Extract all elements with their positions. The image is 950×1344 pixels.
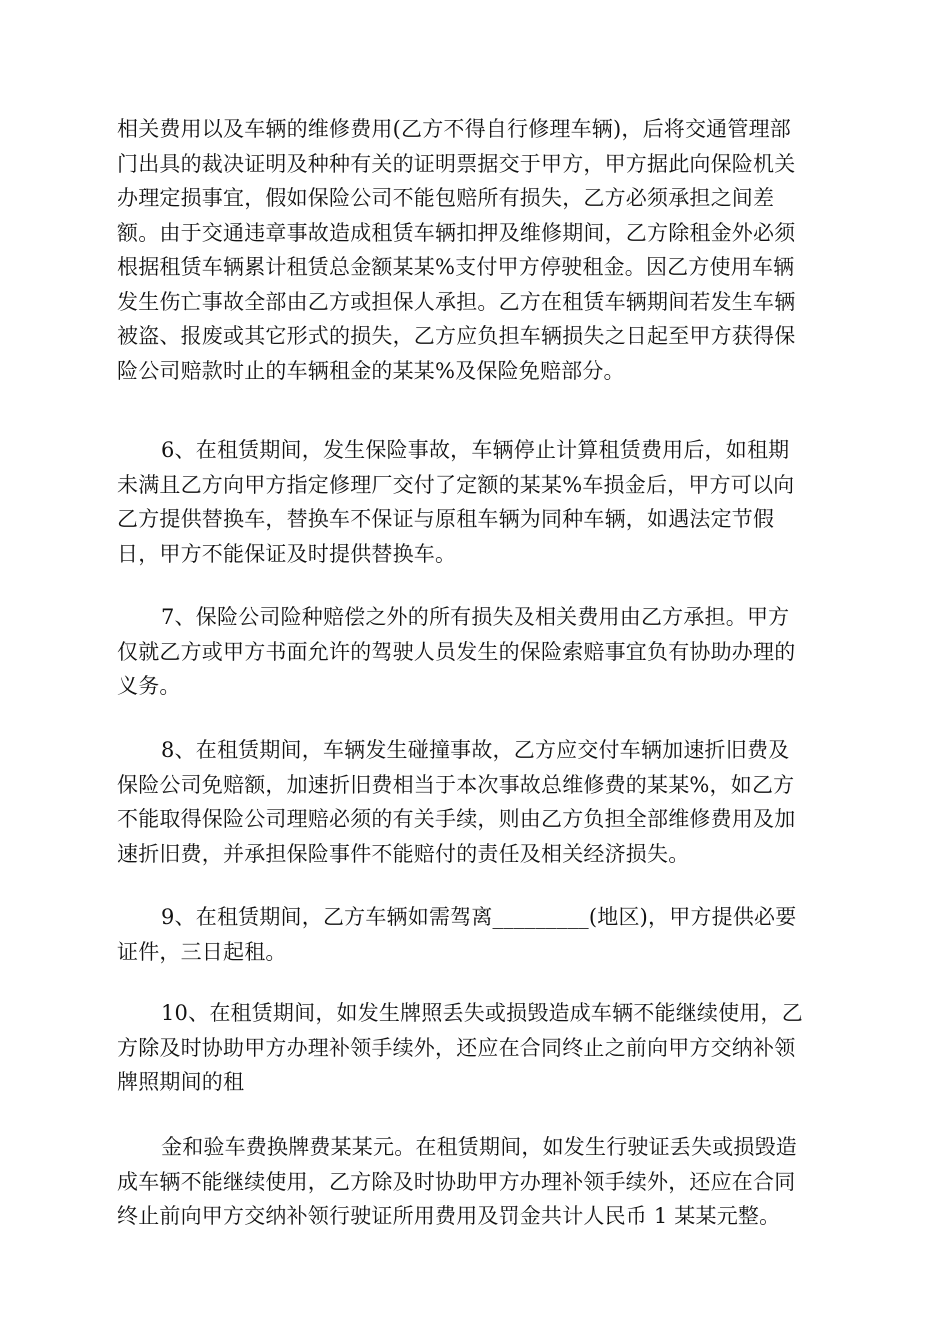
clause-8-paragraph: [117, 733, 837, 871]
clause-9-paragraph: [117, 900, 837, 969]
text-line: 仅就乙方或甲方书面允许的驾驶人员发生的保险索赔事宜负有协助办理的: [117, 639, 796, 664]
text-line: 6、在租赁期间，发生保险事故，车辆停止计算租赁费用后，如租期: [161, 438, 790, 462]
text-line: 速折旧费，并承担保险事件不能赔付的责任及相关经济损失。: [117, 841, 690, 866]
text-line: 金和验车费换牌费某某元。在租赁期间，如发生行驶证丢失或损毁造: [161, 1135, 797, 1159]
text-line: 根据租赁车辆累计租赁总金额某某%支付甲方停驶租金。因乙方使用车辆: [117, 255, 795, 279]
text-line: 乙方提供替换车，替换车不保证与原租车辆为同种车辆，如遇法定节假: [117, 507, 775, 531]
text-line: 被盗、报废或其它形式的损失，乙方应负担车辆损失之日起至甲方获得保: [117, 324, 796, 348]
paragraph-vehicle-repair-costs: [117, 112, 837, 388]
text-line: 义务。: [117, 674, 181, 698]
text-line: 9、在租赁期间，乙方车辆如需驾离_________(地区)，甲方提供必要: [161, 905, 797, 929]
text-line: 牌照期间的租: [117, 1070, 245, 1094]
text-line: 保险公司免赔额，加速折旧费相当于本次事故总维修费的某某%，如乙方: [117, 772, 795, 797]
license-fee-paragraph: [117, 1130, 837, 1234]
clause-6-paragraph: [117, 433, 837, 571]
text-line: 办理定损事宜，假如保险公司不能包赔所有损失，乙方必须承担之间差: [117, 186, 775, 210]
text-line: 门出具的裁决证明及种种有关的证明票据交于甲方，甲方据此向保险机关: [117, 151, 796, 176]
text-line: 日，甲方不能保证及时提供替换车。: [117, 541, 457, 566]
text-line: 终止前向甲方交纳补领行驶证所用费用及罚金共计人民币 1 某某元整。: [117, 1204, 781, 1228]
text-line: 未满且乙方向甲方指定修理厂交付了定额的某某%车损金后，甲方可以向: [117, 472, 795, 497]
clause-10-paragraph: [117, 996, 837, 1100]
text-line: 发生伤亡事故全部由乙方或担保人承担。乙方在租赁车辆期间若发生车辆: [117, 289, 796, 314]
text-line: 10、在租赁期间，如发生牌照丢失或损毁造成车辆不能继续使用，乙: [161, 1001, 803, 1025]
text-line: 8、在租赁期间，车辆发生碰撞事故，乙方应交付车辆加速折旧费及: [161, 738, 790, 762]
clause-7-paragraph: [117, 600, 837, 704]
text-line: 7、保险公司险种赔偿之外的所有损失及相关费用由乙方承担。甲方: [161, 605, 790, 629]
text-line: 险公司赔款时止的车辆租金的某某%及保险免赔部分。: [117, 358, 625, 383]
text-line: 额。由于交通违章事故造成租赁车辆扣押及维修期间，乙方除租金外必须: [117, 220, 796, 245]
text-line: 成车辆不能继续使用，乙方除及时协助甲方办理补领手续外，还应在合同: [117, 1169, 796, 1194]
text-line: 方除及时协助甲方办理补领手续外，还应在合同终止之前向甲方交纳补领: [117, 1035, 796, 1060]
text-line: 证件，三日起租。: [117, 939, 287, 964]
text-line: 相关费用以及车辆的维修费用(乙方不得自行修理车辆)，后将交通管理部: [117, 117, 791, 141]
text-line: 不能取得保险公司理赔必须的有关手续，则由乙方负担全部维修费用及加: [117, 807, 796, 831]
